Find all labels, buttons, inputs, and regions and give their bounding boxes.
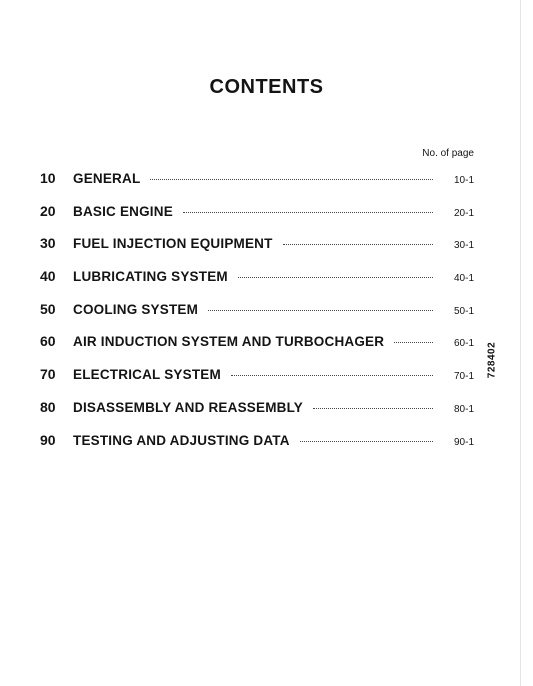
toc-entry-title: DISASSEMBLY AND REASSEMBLY: [73, 399, 303, 415]
toc-entry-number: 50: [40, 300, 56, 317]
toc-entry-number: 30: [40, 235, 56, 252]
toc-entry-lubricating[interactable]: [40, 268, 474, 301]
dot-leader: [300, 441, 433, 442]
dot-leader: [394, 342, 433, 343]
page-title: CONTENTS: [209, 76, 324, 98]
toc-entry-general[interactable]: [40, 170, 474, 203]
document-code-text: 728402: [486, 341, 498, 379]
dot-leader: [231, 375, 433, 376]
dot-leader: [238, 277, 433, 278]
toc-entry-title: FUEL INJECTION EQUIPMENT: [73, 236, 273, 252]
toc-entry-testing[interactable]: [40, 432, 474, 465]
toc-entry-number: 20: [40, 202, 56, 219]
toc-entry-cooling[interactable]: [40, 301, 474, 334]
toc-entry-disassembly[interactable]: [40, 399, 474, 432]
table-of-contents: [40, 170, 474, 464]
toc-entry-title: AIR INDUCTION SYSTEM AND TURBOCHAGER: [73, 334, 385, 350]
toc-entry-page: 90-1: [453, 436, 474, 448]
toc-entry-title: ELECTRICAL SYSTEM: [73, 367, 221, 383]
toc-entry-number: 80: [40, 398, 56, 415]
toc-entry-number: 70: [40, 366, 56, 383]
dot-leader: [283, 244, 433, 245]
toc-entry-title: GENERAL: [73, 171, 141, 186]
toc-entry-basic-engine[interactable]: [40, 203, 474, 236]
toc-entry-number: 60: [40, 333, 56, 350]
toc-entry-page: 70-1: [453, 371, 474, 383]
toc-entry-page: 80-1: [453, 403, 474, 415]
toc-entry-air-induction[interactable]: [40, 333, 474, 366]
toc-entry-page: 40-1: [453, 273, 474, 285]
toc-entry-number: 10: [40, 170, 56, 186]
toc-entry-page: 20-1: [453, 207, 474, 219]
toc-entry-title: TESTING AND ADJUSTING DATA: [73, 432, 290, 448]
dot-leader: [183, 212, 433, 213]
toc-entry-number: 90: [40, 431, 56, 448]
toc-entry-page: 60-1: [453, 338, 474, 350]
toc-entry-title: COOLING SYSTEM: [73, 301, 199, 317]
toc-entry-page: 50-1: [453, 305, 474, 317]
toc-entry-number: 40: [40, 268, 56, 285]
toc-entry-title: BASIC ENGINE: [73, 203, 173, 219]
dot-leader: [150, 179, 433, 180]
page-column-header: No. of page: [422, 148, 474, 159]
toc-entry-fuel-injection[interactable]: [40, 235, 474, 268]
page-edge-line: [520, 0, 521, 686]
toc-entry-electrical[interactable]: [40, 366, 474, 399]
toc-entry-page: 10-1: [453, 175, 474, 186]
toc-entry-page: 30-1: [453, 240, 474, 252]
toc-entry-title: LUBRICATING SYSTEM: [73, 269, 228, 285]
dot-leader: [313, 408, 433, 409]
dot-leader: [208, 310, 433, 311]
